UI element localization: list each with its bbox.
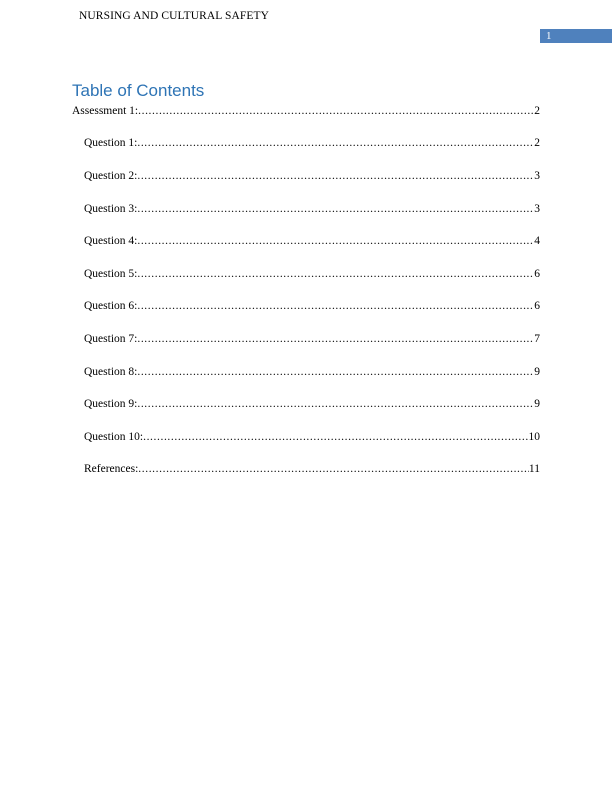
dot-leader bbox=[137, 299, 534, 313]
toc-entry-question-1[interactable] bbox=[84, 136, 540, 150]
dot-leader bbox=[137, 202, 534, 216]
dot-leader bbox=[137, 332, 534, 346]
dot-leader bbox=[143, 430, 528, 444]
toc-entry-page: 6 bbox=[534, 300, 540, 312]
toc-heading: Table of Contents bbox=[72, 81, 205, 100]
dot-leader bbox=[137, 234, 534, 248]
dot-leader bbox=[138, 104, 534, 118]
toc-entry-question-6[interactable] bbox=[84, 299, 540, 313]
dot-leader bbox=[137, 169, 534, 183]
toc-entry-label: Question 5: bbox=[84, 268, 138, 280]
toc-entry-label: Question 4: bbox=[84, 235, 138, 247]
toc-entry-question-9[interactable] bbox=[84, 397, 540, 411]
toc-entry-page: 11 bbox=[528, 463, 540, 475]
dot-leader bbox=[137, 397, 534, 411]
toc-entry-label: References: bbox=[84, 463, 139, 475]
toc-entry-question-3[interactable] bbox=[84, 202, 540, 216]
toc-entry-label: Question 3: bbox=[84, 203, 138, 215]
toc-entry-page: 2 bbox=[534, 105, 540, 117]
page-number-badge: 1 bbox=[540, 29, 612, 43]
toc-entry-question-5[interactable] bbox=[84, 267, 540, 281]
toc-entry-question-4[interactable] bbox=[84, 234, 540, 248]
toc-entry-page: 9 bbox=[534, 366, 540, 378]
toc-entry-page: 3 bbox=[534, 170, 540, 182]
toc-entry-assessment-1[interactable] bbox=[72, 104, 540, 118]
toc-entry-label: Question 2: bbox=[84, 170, 138, 182]
toc-entry-page: 7 bbox=[534, 333, 540, 345]
toc-entry-page: 3 bbox=[534, 203, 540, 215]
toc-entry-page: 9 bbox=[534, 398, 540, 410]
toc-entry-label: Question 1: bbox=[84, 137, 138, 149]
toc-entry-references[interactable] bbox=[84, 462, 540, 476]
toc-entry-label: Question 10: bbox=[84, 431, 144, 443]
toc-entry-label: Question 7: bbox=[84, 333, 138, 345]
toc-entry-page: 10 bbox=[528, 431, 540, 443]
toc-entry-label: Question 8: bbox=[84, 366, 138, 378]
dot-leader bbox=[138, 462, 529, 476]
dot-leader bbox=[137, 365, 534, 379]
toc-entry-page: 2 bbox=[534, 137, 540, 149]
toc-entry-label: Question 6: bbox=[84, 300, 138, 312]
toc-entry-question-10[interactable] bbox=[84, 430, 540, 444]
dot-leader bbox=[137, 267, 534, 281]
running-header-title: NURSING AND CULTURAL SAFETY bbox=[79, 10, 270, 22]
toc-entry-page: 6 bbox=[534, 268, 540, 280]
dot-leader bbox=[137, 136, 534, 150]
toc-entry-question-7[interactable] bbox=[84, 332, 540, 346]
toc-entry-label: Question 9: bbox=[84, 398, 138, 410]
toc-entry-label: Assessment 1: bbox=[72, 105, 139, 117]
toc-entry-page: 4 bbox=[534, 235, 540, 247]
toc-entry-question-2[interactable] bbox=[84, 169, 540, 183]
toc-entry-question-8[interactable] bbox=[84, 365, 540, 379]
